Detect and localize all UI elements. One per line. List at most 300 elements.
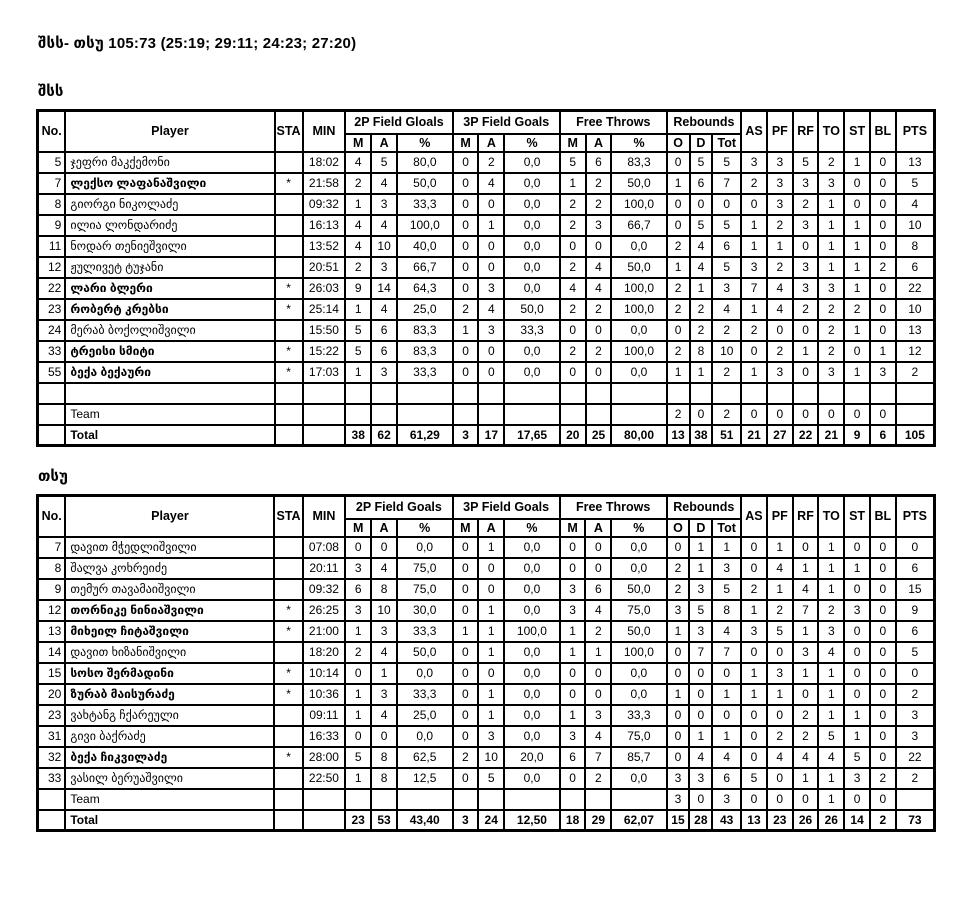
2p-a-cell: 4 [371, 558, 397, 579]
st-cell: 0 [844, 404, 870, 425]
bl-cell: 6 [870, 425, 896, 446]
as-cell: 0 [741, 705, 767, 726]
rf-cell: 3 [793, 278, 819, 299]
reb-d-cell: 0 [689, 684, 712, 705]
min-cell [303, 404, 346, 425]
to-cell: 1 [818, 257, 844, 278]
2p-m-cell [345, 789, 371, 810]
team-row [38, 404, 935, 425]
pf-cell: 4 [767, 299, 793, 320]
reb-tot-cell: 8 [712, 600, 741, 621]
player-row [38, 299, 935, 320]
ft-pct-cell: 100,0 [611, 194, 666, 215]
to-cell: 1 [818, 789, 844, 810]
reb-tot-cell: 6 [712, 236, 741, 257]
no-cell: 11 [38, 236, 66, 257]
player-cell: დავით ხიზანიშვილი [65, 642, 274, 663]
header-3p-pct: % [504, 519, 560, 537]
pts-cell: 4 [896, 194, 935, 215]
pf-cell: 4 [767, 278, 793, 299]
2p-m-cell: 0 [345, 663, 371, 684]
no-cell: 23 [38, 299, 66, 320]
rf-cell: 2 [793, 299, 819, 320]
ft-a-cell: 29 [585, 810, 611, 831]
to-cell: 1 [818, 194, 844, 215]
3p-a-cell: 24 [478, 810, 504, 831]
bl-cell: 3 [870, 362, 896, 383]
reb-tot-cell: 3 [712, 558, 741, 579]
min-cell: 26:25 [303, 600, 346, 621]
2p-a-cell: 14 [371, 278, 397, 299]
2p-pct-cell: 50,0 [397, 642, 453, 663]
min-cell [303, 425, 346, 446]
as-cell: 0 [741, 558, 767, 579]
2p-m-cell [345, 404, 371, 425]
bl-cell: 0 [870, 663, 896, 684]
ft-pct-cell: 85,7 [611, 747, 666, 768]
2p-pct-cell: 80,0 [397, 152, 453, 173]
min-cell: 21:58 [303, 173, 346, 194]
no-cell [38, 789, 66, 810]
2p-a-cell: 10 [371, 600, 397, 621]
3p-pct-cell [504, 383, 560, 404]
no-cell: 5 [38, 152, 66, 173]
ft-pct-cell: 0,0 [611, 684, 666, 705]
header-reb-group: Rebounds [667, 496, 742, 519]
reb-o-cell: 0 [667, 215, 690, 236]
3p-m-cell: 0 [453, 362, 479, 383]
3p-a-cell: 1 [478, 684, 504, 705]
player-cell: თორნიკე ნინიაშვილი [65, 600, 274, 621]
header-as: AS [741, 496, 767, 537]
min-cell: 25:14 [303, 299, 346, 320]
player-cell: თემურ თავამაიშვილი [65, 579, 274, 600]
rf-cell: 3 [793, 257, 819, 278]
to-cell: 1 [818, 684, 844, 705]
rf-cell: 0 [793, 404, 819, 425]
player-cell: Total [65, 810, 274, 831]
no-cell: 9 [38, 215, 66, 236]
2p-m-cell: 23 [345, 810, 371, 831]
ft-pct-cell: 33,3 [611, 705, 666, 726]
to-cell: 1 [818, 768, 844, 789]
ft-pct-cell: 50,0 [611, 579, 666, 600]
ft-pct-cell: 0,0 [611, 537, 666, 558]
as-cell: 1 [741, 684, 767, 705]
ft-a-cell: 2 [586, 299, 612, 320]
ft-m-cell [560, 404, 586, 425]
bl-cell: 1 [870, 341, 896, 362]
bl-cell: 0 [870, 621, 896, 642]
reb-tot-cell: 0 [712, 194, 741, 215]
header-3p-pct: % [504, 134, 560, 152]
bl-cell: 2 [870, 257, 896, 278]
sta-cell [275, 320, 303, 341]
pf-cell: 0 [767, 404, 793, 425]
header-to: TO [818, 496, 844, 537]
header-3p-group: 3P Field Goals [453, 111, 560, 134]
ft-a-cell: 4 [586, 257, 612, 278]
pts-cell: 0 [896, 537, 935, 558]
3p-a-cell: 0 [478, 257, 504, 278]
3p-a-cell: 0 [478, 236, 504, 257]
ft-m-cell: 0 [560, 236, 586, 257]
min-cell: 17:03 [303, 362, 346, 383]
to-cell: 0 [818, 404, 844, 425]
3p-a-cell [478, 789, 504, 810]
header-sta: STA [275, 111, 303, 152]
pf-cell: 2 [767, 726, 793, 747]
reb-o-cell: 2 [667, 558, 690, 579]
sta-cell [275, 404, 303, 425]
2p-pct-cell: 75,0 [397, 558, 453, 579]
st-cell: 1 [844, 558, 870, 579]
ft-m-cell: 0 [560, 768, 586, 789]
header-2p-m: M [345, 519, 371, 537]
st-cell: 3 [844, 768, 870, 789]
ft-m-cell: 3 [560, 726, 586, 747]
reb-o-cell: 2 [667, 236, 690, 257]
pts-cell: 10 [896, 215, 935, 236]
no-cell: 20 [38, 684, 66, 705]
header-as: AS [741, 111, 767, 152]
rf-cell: 0 [793, 537, 819, 558]
3p-m-cell: 0 [453, 278, 479, 299]
rf-cell: 22 [793, 425, 819, 446]
3p-a-cell: 4 [478, 173, 504, 194]
2p-pct-cell: 40,0 [397, 236, 453, 257]
ft-m-cell: 2 [560, 341, 586, 362]
3p-m-cell: 3 [453, 425, 479, 446]
min-cell: 22:50 [303, 768, 346, 789]
ft-a-cell: 6 [586, 152, 612, 173]
3p-a-cell: 17 [478, 425, 504, 446]
rf-cell: 1 [793, 621, 819, 642]
header-no: No. [38, 111, 66, 152]
pf-cell: 0 [767, 705, 793, 726]
2p-m-cell: 38 [345, 425, 371, 446]
2p-pct-cell: 30,0 [397, 600, 453, 621]
sta-cell [274, 705, 302, 726]
player-row [38, 684, 935, 705]
player-row [38, 558, 935, 579]
player-cell: გიორგი ნიკოლაძე [65, 194, 274, 215]
ft-pct-cell: 100,0 [611, 642, 666, 663]
sta-cell: * [275, 173, 303, 194]
reb-tot-cell: 43 [712, 810, 741, 831]
3p-a-cell: 0 [478, 194, 504, 215]
sta-cell: * [274, 663, 302, 684]
sta-cell: * [275, 278, 303, 299]
min-cell: 20:51 [303, 257, 346, 278]
ft-a-cell: 4 [585, 726, 611, 747]
as-cell: 0 [741, 404, 767, 425]
2p-pct-cell: 43,40 [397, 810, 453, 831]
to-cell: 3 [818, 278, 844, 299]
player-row [38, 152, 935, 173]
player-row [38, 320, 935, 341]
2p-a-cell: 6 [371, 320, 397, 341]
reb-tot-cell: 5 [712, 152, 741, 173]
3p-a-cell: 10 [478, 747, 504, 768]
reb-o-cell: 3 [667, 789, 690, 810]
header-bl: BL [870, 496, 896, 537]
st-cell: 1 [844, 705, 870, 726]
2p-pct-cell: 66,7 [397, 257, 453, 278]
3p-a-cell: 3 [478, 726, 504, 747]
no-cell [38, 810, 66, 831]
rf-cell: 0 [793, 789, 819, 810]
2p-a-cell: 4 [371, 215, 397, 236]
pts-cell: 10 [896, 299, 935, 320]
rf-cell: 0 [793, 320, 819, 341]
pts-cell [896, 383, 935, 404]
player-cell: ილია ლონდარიძე [65, 215, 274, 236]
player-row [38, 621, 935, 642]
ft-pct-cell: 0,0 [611, 320, 666, 341]
no-cell: 24 [38, 320, 66, 341]
as-cell: 0 [741, 789, 767, 810]
sta-cell [275, 215, 303, 236]
ft-pct-cell: 50,0 [611, 621, 666, 642]
pts-cell: 5 [896, 642, 935, 663]
as-cell: 2 [741, 173, 767, 194]
ft-a-cell [586, 404, 612, 425]
bl-cell: 0 [870, 642, 896, 663]
min-cell: 10:14 [303, 663, 346, 684]
player-cell: ტრეისი სმიტი [65, 341, 274, 362]
2p-a-cell: 62 [371, 425, 397, 446]
3p-a-cell: 0 [478, 579, 504, 600]
no-cell: 9 [38, 579, 66, 600]
rf-cell: 26 [793, 810, 819, 831]
to-cell: 2 [818, 320, 844, 341]
3p-m-cell: 2 [453, 747, 479, 768]
reb-o-cell: 0 [667, 320, 690, 341]
sta-cell [274, 642, 302, 663]
header-3p-a: A [478, 519, 504, 537]
2p-m-cell: 9 [345, 278, 371, 299]
pf-cell: 1 [767, 684, 793, 705]
bl-cell: 0 [870, 404, 896, 425]
reb-d-cell: 28 [689, 810, 712, 831]
reb-d-cell: 4 [689, 747, 712, 768]
st-cell: 3 [844, 600, 870, 621]
bl-cell: 0 [870, 173, 896, 194]
header-2p-pct: % [397, 134, 453, 152]
3p-a-cell: 0 [478, 663, 504, 684]
min-cell: 10:36 [303, 684, 346, 705]
3p-a-cell: 1 [478, 215, 504, 236]
ft-a-cell: 0 [585, 684, 611, 705]
pts-cell: 5 [896, 173, 935, 194]
player-cell: ზურაბ მაისურაძე [65, 684, 274, 705]
reb-o-cell: 1 [667, 621, 690, 642]
ft-a-cell [586, 383, 612, 404]
no-cell: 33 [38, 768, 66, 789]
ft-m-cell: 4 [560, 278, 586, 299]
2p-pct-cell: 33,3 [397, 621, 453, 642]
bl-cell: 0 [870, 152, 896, 173]
rf-cell: 0 [793, 684, 819, 705]
2p-m-cell: 1 [345, 621, 371, 642]
sta-cell [274, 579, 302, 600]
as-cell: 0 [741, 537, 767, 558]
reb-d-cell: 2 [690, 299, 713, 320]
pf-cell: 3 [767, 663, 793, 684]
2p-pct-cell: 61,29 [397, 425, 453, 446]
st-cell: 0 [844, 537, 870, 558]
pf-cell: 0 [767, 320, 793, 341]
header-sta: STA [274, 496, 302, 537]
player-cell: მერაბ ბოქოლიშვილი [65, 320, 274, 341]
min-cell: 21:00 [303, 621, 346, 642]
3p-m-cell: 0 [453, 194, 479, 215]
ft-a-cell: 2 [585, 621, 611, 642]
2p-a-cell: 4 [371, 173, 397, 194]
st-cell: 0 [844, 579, 870, 600]
3p-pct-cell: 12,50 [504, 810, 560, 831]
ft-pct-cell: 0,0 [611, 768, 666, 789]
3p-a-cell: 3 [478, 320, 504, 341]
3p-pct-cell: 0,0 [504, 215, 560, 236]
reb-tot-cell: 2 [712, 404, 741, 425]
pts-cell [896, 404, 935, 425]
rf-cell: 7 [793, 600, 819, 621]
3p-pct-cell: 0,0 [504, 705, 560, 726]
ft-m-cell: 0 [560, 320, 586, 341]
header-2p-pct: % [397, 519, 453, 537]
min-cell: 18:20 [303, 642, 346, 663]
player-row [38, 278, 935, 299]
header-reb-tot: Tot [712, 134, 741, 152]
reb-tot-cell: 7 [712, 642, 741, 663]
2p-a-cell: 0 [371, 726, 397, 747]
3p-pct-cell: 100,0 [504, 621, 560, 642]
rf-cell [793, 383, 819, 404]
2p-m-cell: 1 [345, 705, 371, 726]
min-cell: 26:03 [303, 278, 346, 299]
ft-a-cell: 7 [585, 747, 611, 768]
st-cell: 1 [844, 320, 870, 341]
reb-o-cell: 2 [667, 404, 690, 425]
3p-pct-cell: 0,0 [504, 341, 560, 362]
reb-tot-cell: 4 [712, 747, 741, 768]
no-cell: 33 [38, 341, 66, 362]
pf-cell [767, 383, 793, 404]
3p-pct-cell: 0,0 [504, 152, 560, 173]
3p-pct-cell: 50,0 [504, 299, 560, 320]
no-cell: 13 [38, 621, 66, 642]
st-cell: 0 [844, 663, 870, 684]
ft-pct-cell: 100,0 [611, 299, 666, 320]
3p-m-cell: 0 [453, 705, 479, 726]
to-cell: 4 [818, 747, 844, 768]
3p-a-cell: 0 [478, 341, 504, 362]
min-cell: 09:32 [303, 194, 346, 215]
reb-o-cell: 2 [667, 278, 690, 299]
2p-m-cell: 4 [345, 215, 371, 236]
to-cell: 4 [818, 642, 844, 663]
3p-m-cell [453, 383, 479, 404]
3p-pct-cell: 0,0 [504, 600, 560, 621]
ft-pct-cell: 0,0 [611, 236, 666, 257]
rf-cell: 4 [793, 579, 819, 600]
sta-cell [274, 810, 302, 831]
pts-cell: 6 [896, 257, 935, 278]
3p-pct-cell: 0,0 [504, 173, 560, 194]
reb-d-cell [690, 383, 713, 404]
st-cell: 1 [844, 726, 870, 747]
reb-d-cell: 0 [689, 663, 712, 684]
reb-o-cell: 1 [667, 684, 690, 705]
2p-a-cell: 3 [371, 621, 397, 642]
ft-a-cell: 2 [585, 768, 611, 789]
pts-cell: 9 [896, 600, 935, 621]
player-cell [65, 383, 274, 404]
to-cell: 1 [818, 705, 844, 726]
2p-m-cell: 4 [345, 236, 371, 257]
player-row [38, 642, 935, 663]
to-cell: 1 [818, 215, 844, 236]
as-cell: 0 [741, 194, 767, 215]
ft-a-cell [585, 789, 611, 810]
3p-pct-cell: 0,0 [504, 362, 560, 383]
2p-m-cell: 1 [345, 684, 371, 705]
reb-tot-cell [712, 383, 741, 404]
bl-cell: 0 [870, 600, 896, 621]
player-cell: გივი ბაქრაძე [65, 726, 274, 747]
reb-o-cell [667, 383, 690, 404]
ft-m-cell: 0 [560, 537, 586, 558]
as-cell: 0 [741, 642, 767, 663]
ft-a-cell: 4 [586, 278, 612, 299]
no-cell: 22 [38, 278, 66, 299]
bl-cell: 0 [870, 579, 896, 600]
2p-m-cell: 6 [345, 579, 371, 600]
no-cell: 31 [38, 726, 66, 747]
reb-d-cell: 5 [690, 215, 713, 236]
3p-a-cell [478, 383, 504, 404]
pts-cell: 8 [896, 236, 935, 257]
ft-a-cell: 3 [586, 215, 612, 236]
header-reb-o: O [667, 519, 690, 537]
2p-m-cell: 1 [345, 362, 371, 383]
reb-d-cell: 7 [689, 642, 712, 663]
pts-cell [896, 789, 935, 810]
rf-cell: 1 [793, 558, 819, 579]
pts-cell: 105 [896, 425, 935, 446]
reb-o-cell: 13 [667, 425, 690, 446]
pf-cell: 3 [767, 152, 793, 173]
3p-m-cell: 0 [453, 257, 479, 278]
to-cell: 1 [818, 579, 844, 600]
ft-m-cell: 2 [560, 215, 586, 236]
2p-a-cell: 8 [371, 579, 397, 600]
reb-o-cell: 3 [667, 768, 690, 789]
to-cell: 1 [818, 663, 844, 684]
bl-cell: 0 [870, 558, 896, 579]
ft-m-cell: 2 [560, 299, 586, 320]
no-cell: 8 [38, 194, 66, 215]
ft-a-cell: 0 [585, 558, 611, 579]
ft-a-cell: 0 [586, 320, 612, 341]
reb-tot-cell: 3 [712, 789, 741, 810]
bl-cell [870, 383, 896, 404]
reb-tot-cell: 51 [712, 425, 741, 446]
rf-cell: 1 [793, 768, 819, 789]
2p-a-cell [371, 383, 397, 404]
